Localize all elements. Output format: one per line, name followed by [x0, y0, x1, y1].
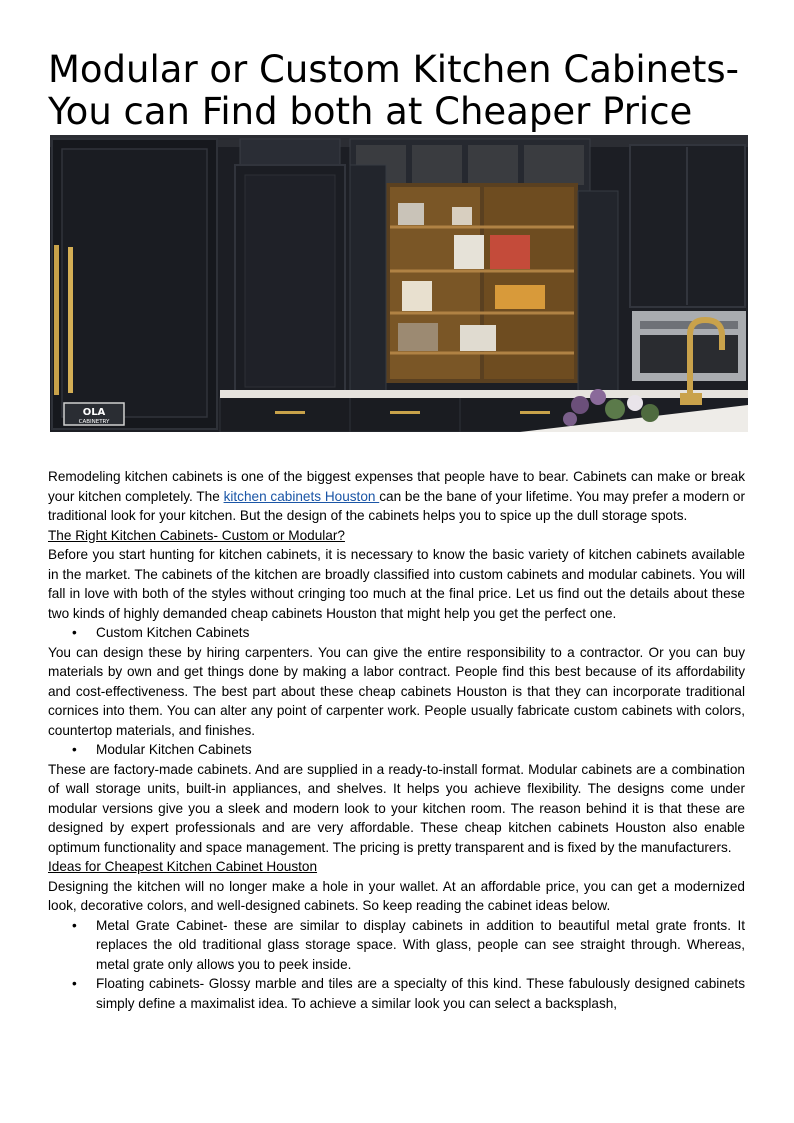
bullet-icon: • — [72, 976, 77, 991]
list-item-text: Metal Grate Cabinet- these are similar to display cabinets in addition to beautiful metal grate fronts. It replaces the old traditional glass storage space. With glass, people can see straight through. Whereas, metal grate only allows you to peek inside. — [96, 917, 745, 972]
modular-paragraph: These are factory-made cabinets. And are supplied in a ready-to-install format. Modular cabinets are a combination of wall storage units, built-in appliances, and shelves. It helps you achieve flexibility. The designs come under modular versions give you a sleek and modern look to your kitchen room. The reason behind it is that these are designed by expert professionals and are very affordable. These cheap kitchen cabinets Houston also enable optimum functionality and space management. The pricing is pretty transparent and is fixed by the manufacturers. — [48, 761, 745, 855]
list-item-text: Floating cabinets- Glossy marble and tiles are a specialty of this kind. These fabulously designed cabinets simply define a maximalist idea. To achieve a similar look you can select a backsplash, — [96, 976, 745, 1011]
intro-paragraph — [48, 467, 745, 526]
list-item-text: Modular Kitchen Cabinets — [96, 742, 252, 757]
bullet-list-modular — [48, 740, 745, 760]
section-heading-ideas: Ideas for Cheapest Kitchen Cabinet Houston — [48, 859, 318, 874]
list-item — [48, 916, 745, 975]
list-item-text: Custom Kitchen Cabinets — [96, 625, 250, 640]
ola-cabinetry-logo — [64, 403, 124, 425]
section-heading-right-cabinets: The Right Kitchen Cabinets- Custom or Modular? — [48, 527, 345, 543]
bullet-icon: • — [72, 742, 77, 757]
section2-paragraph: Designing the kitchen will no longer make a hole in your wallet. At an affordable price, you can get a modernized look, decorative colors, and well-designed cabinets. So keep reading the cabinet ideas below. — [48, 878, 745, 913]
bullet-list-custom — [48, 623, 745, 643]
bullet-icon: • — [72, 625, 77, 640]
article-body — [48, 467, 745, 1013]
custom-paragraph: You can design these by hiring carpenters. You can give the entire responsibility to a contractor. Or you can buy materials by own and get things done by making a labor contract. People find this best because of its affordability and cost-effectiveness. The best part about these cheap cabinets Houston is that they can incorporate traditional cornices into them. You can alter any point of carpenter work. People usually fabricate custom cabinets with colors, countertop materials, and finishes. — [48, 644, 745, 738]
svg-text:CABINETRY: CABINETRY — [78, 419, 110, 425]
intro-text-1: Remodeling kitchen cabinets is one of the biggest expenses that people have to bear. Cabinets can make or break your kitchen completely. The — [48, 469, 745, 504]
title-line-1: Modular or Custom Kitchen Cabinets- — [48, 48, 739, 91]
list-item — [48, 740, 745, 760]
list-item — [48, 974, 745, 1013]
bullet-list-ideas — [48, 916, 745, 1014]
intro-text-2: can be the bane of your lifetime. You may prefer a modern or traditional look for your kitchen. But the design of the cabinets helps you to spice up the dull storage spots. — [48, 488, 745, 523]
bullet-icon: • — [72, 917, 77, 933]
page-title — [48, 49, 768, 133]
title-line-2: You can Find both at Cheaper Price — [48, 90, 693, 133]
section1-paragraph: Before you start hunting for kitchen cabinets, it is necessary to know the basic variety of kitchen cabinets available in the market. The cabinets of the kitchen are broadly classified into custom cabinets and modular cabinets. You will fall in love with both of the styles without cringing too much at the final price. Let us find out the details about these two kinds of highly demanded cheap cabinets Houston that might help you get the perfect one. — [48, 547, 745, 621]
svg-text:OLA: OLA — [82, 407, 106, 418]
kitchen-cabinets-houston-link[interactable]: kitchen cabinets Houston — [223, 488, 380, 504]
list-item — [48, 623, 745, 643]
kitchen-photo — [50, 135, 748, 432]
